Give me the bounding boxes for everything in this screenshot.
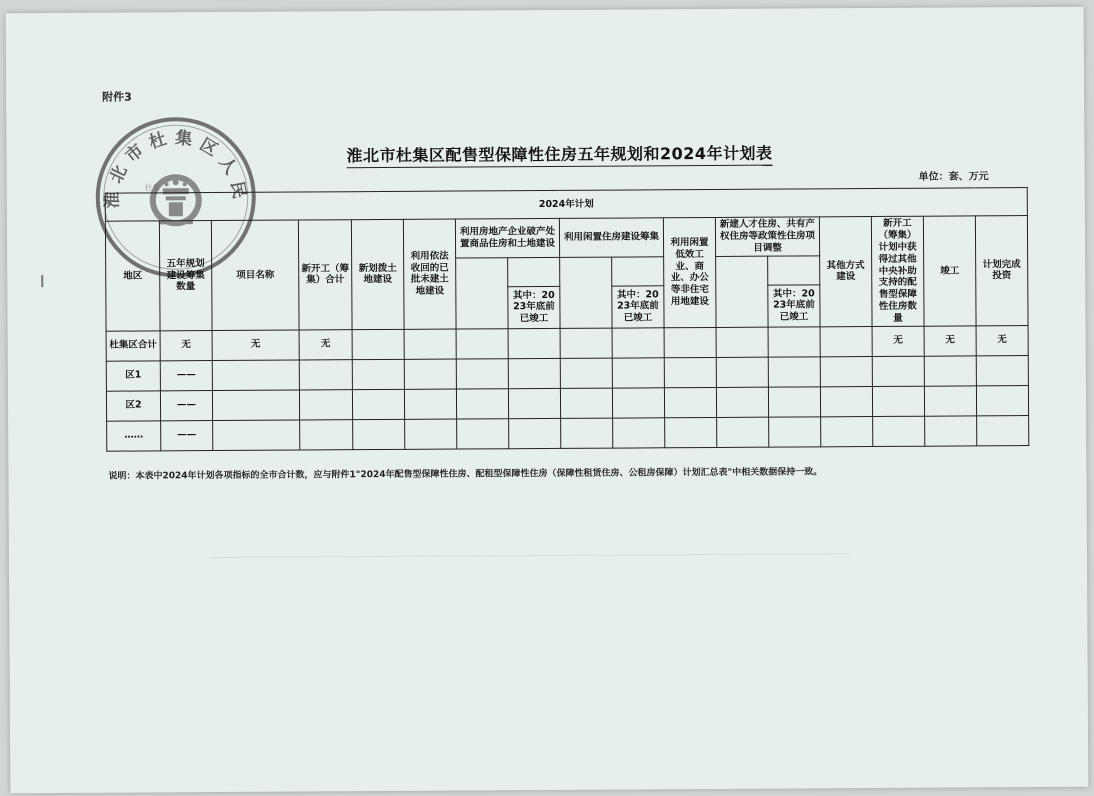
empty-cell xyxy=(665,417,717,447)
empty-cell xyxy=(612,388,664,418)
empty-cell xyxy=(925,416,977,446)
empty-cell xyxy=(560,358,612,388)
empty-cell xyxy=(561,418,613,448)
empty-cell xyxy=(508,328,560,358)
document-sheet xyxy=(6,7,1089,794)
header-other: 其他方式建设 xyxy=(819,217,872,327)
empty-cell xyxy=(612,328,664,358)
header-existing-land: 利用依法收回的已批未建土地建设 xyxy=(403,219,456,329)
empty-cell xyxy=(977,415,1029,445)
footnote: 说明：本表中2024年计划各项指标的全市合计数，应与附件1"2024年配售型保障性住房、配租型保障性住房（保障性租赁住房、公租房保障）计划汇总表"中相关数据保持一致。 xyxy=(108,467,823,482)
empty-cell xyxy=(352,329,404,359)
row-five-year: —— xyxy=(160,390,212,420)
header-talent-sub-spacer xyxy=(768,255,820,285)
row-project: 无 xyxy=(212,330,299,361)
empty-cell xyxy=(212,360,299,391)
empty-cell xyxy=(924,386,976,416)
empty-cell xyxy=(820,386,872,416)
empty-cell xyxy=(769,417,821,447)
empty-cell xyxy=(872,356,924,386)
unit-label: 单位：套、万元 xyxy=(918,171,989,183)
header-developer-sub-spacer xyxy=(508,257,560,287)
empty-cell xyxy=(456,359,508,389)
empty-cell xyxy=(768,357,820,387)
empty-cell xyxy=(352,389,404,419)
table-row xyxy=(107,415,1029,451)
empty-cell xyxy=(664,357,716,387)
empty-cell xyxy=(768,327,820,357)
empty-cell xyxy=(976,385,1028,415)
empty-cell xyxy=(404,359,456,389)
empty-cell xyxy=(716,387,768,417)
scan-artifact-line xyxy=(209,553,849,558)
empty-cell xyxy=(299,360,352,390)
empty-cell xyxy=(508,388,560,418)
empty-cell xyxy=(404,389,456,419)
empty-cell xyxy=(664,387,716,417)
header-investment: 计划完成投资 xyxy=(975,216,1028,326)
header-idle-sub: 其中：2023年底前已竣工 xyxy=(612,286,664,328)
empty-cell xyxy=(664,327,716,357)
empty-cell xyxy=(820,356,872,386)
document-title: 淮北市杜集区配售型保障性住房五年规划和2024年计划表 xyxy=(346,141,772,169)
row-five-year: —— xyxy=(160,360,212,390)
header-developer-total xyxy=(456,257,508,329)
empty-cell xyxy=(560,388,612,418)
empty-cell xyxy=(613,418,665,448)
attachment-label: 附件3 xyxy=(102,90,132,104)
empty-cell xyxy=(456,389,508,419)
row-subsidy: 无 xyxy=(872,326,924,356)
row-region: 区2 xyxy=(106,391,160,421)
empty-cell xyxy=(560,328,612,358)
header-project-name: 项目名称 xyxy=(211,220,299,330)
header-region: 地区 xyxy=(105,221,160,331)
empty-cell xyxy=(212,390,299,421)
svg-text:淮北市杜集区人民政府: 淮北市杜集区人民政府 xyxy=(102,128,250,209)
empty-cell xyxy=(820,326,872,356)
empty-cell xyxy=(768,387,820,417)
empty-cell xyxy=(873,416,925,446)
empty-cell xyxy=(821,416,873,446)
empty-cell xyxy=(924,356,976,386)
table-header-row-2 xyxy=(105,216,1027,260)
empty-cell xyxy=(404,329,456,359)
header-idle-housing: 利用闲置住房建设筹集 xyxy=(559,218,663,257)
empty-cell xyxy=(457,419,509,449)
empty-cell xyxy=(456,329,508,359)
empty-cell xyxy=(405,419,457,449)
header-talent: 新建人才住房、共有产权住房等政策性住房项目调整 xyxy=(715,217,819,256)
empty-cell xyxy=(716,357,768,387)
empty-cell xyxy=(509,418,561,448)
header-new-start-total: 新开工（筹集）合计 xyxy=(298,220,352,330)
empty-cell xyxy=(717,417,769,447)
row-total: 无 xyxy=(299,330,352,360)
row-five-year: 无 xyxy=(160,330,212,360)
header-idle-industrial: 利用闲置低效工业、商业、办公等非住宅用地建设 xyxy=(663,217,716,327)
header-completed: 竣工 xyxy=(923,216,976,326)
plan-header: 2024年计划 xyxy=(105,188,1027,222)
empty-cell xyxy=(353,419,405,449)
row-five-year: —— xyxy=(161,420,213,450)
empty-cell xyxy=(300,420,353,450)
empty-cell xyxy=(872,386,924,416)
row-investment: 无 xyxy=(976,325,1028,355)
header-talent-total xyxy=(716,256,768,328)
header-new-land: 新划拨土地建设 xyxy=(351,219,404,329)
row-region: 区1 xyxy=(106,361,160,391)
row-region: …… xyxy=(107,421,161,451)
row-region: 杜集区合计 xyxy=(106,331,160,361)
plan-table xyxy=(105,187,1030,452)
empty-cell xyxy=(213,420,300,451)
empty-cell xyxy=(976,355,1028,385)
header-idle-sub-spacer xyxy=(612,256,664,286)
empty-cell xyxy=(352,359,404,389)
header-developer: 利用房地产企业破产处置商品住房和土地建设 xyxy=(455,218,559,257)
edge-mark xyxy=(41,275,43,287)
empty-cell xyxy=(716,327,768,357)
empty-cell xyxy=(612,358,664,388)
header-idle-housing-total xyxy=(560,257,612,329)
header-subsidy: 新开工（筹集）计划中获得过其他中央补助支持的配售型保障性住房数量 xyxy=(871,216,924,326)
header-developer-sub: 其中：2023年底前已竣工 xyxy=(508,286,560,328)
row-completed: 无 xyxy=(924,326,976,356)
empty-cell xyxy=(508,358,560,388)
header-talent-sub: 其中：2023年底前已竣工 xyxy=(768,285,820,327)
stamp-overlap-text: 杜集 xyxy=(144,183,161,193)
empty-cell xyxy=(299,390,352,420)
header-five-year: 五年规划建设筹集数量 xyxy=(159,221,212,331)
